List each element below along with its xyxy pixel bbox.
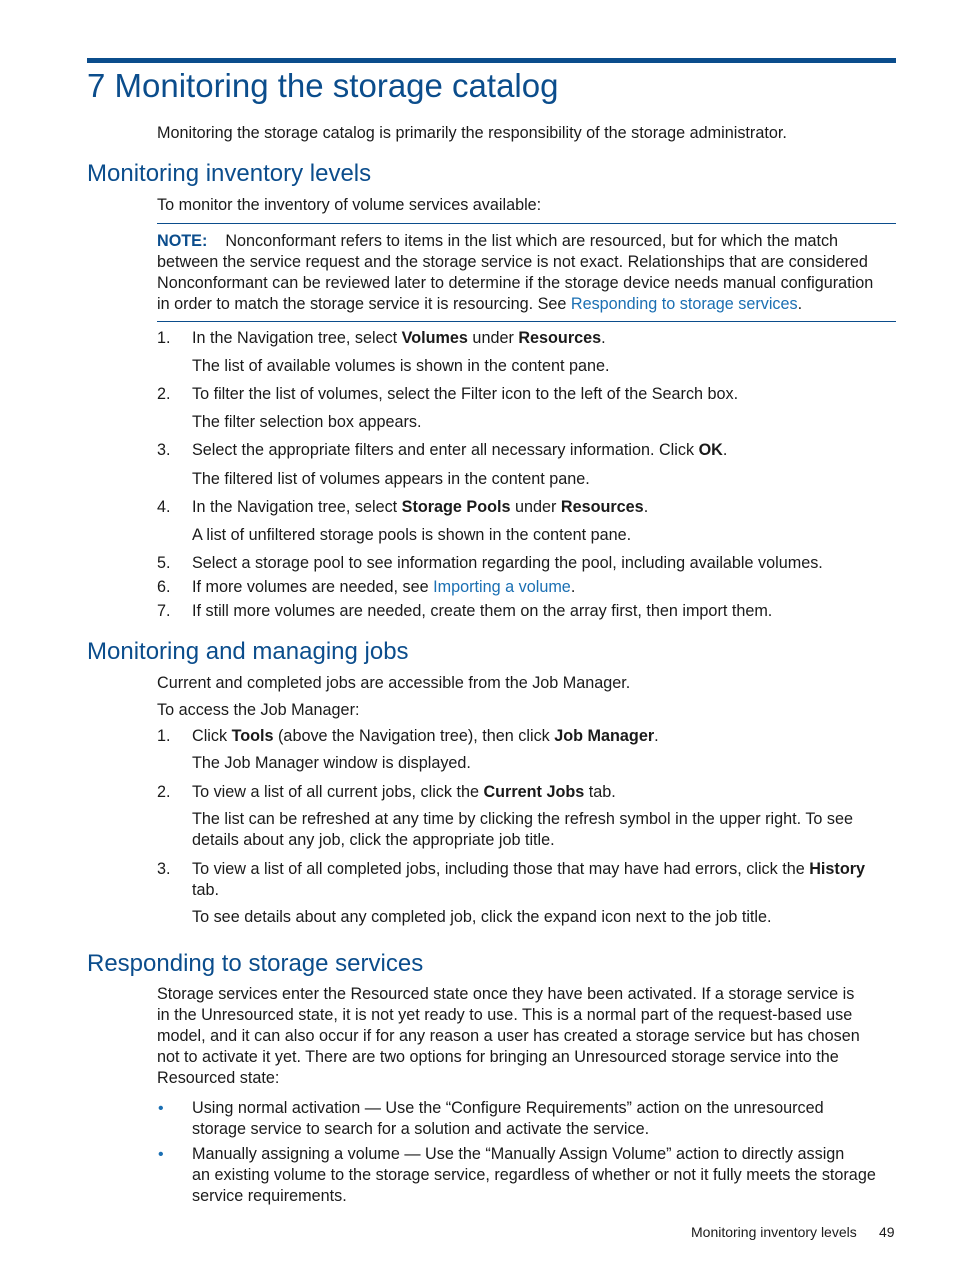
note-line: NOTE: Nonconformant refers to items in the list which are resourced, but for which the match (157, 232, 839, 250)
step-result: A list of unfiltered storage pools is shown in the content pane. (192, 526, 632, 544)
step-result: To see details about any completed job, click the expand icon next to the job title. (192, 908, 772, 926)
step-text: To view a list of all current jobs, click the Current Jobs tab. (192, 783, 616, 801)
step-result: details about any job, click the appropriate job title. (192, 831, 555, 849)
step-result: The list can be refreshed at any time by clicking the refresh symbol in the upper right. To see (192, 810, 854, 828)
bullet-text: Using normal activation — Use the “Configure Requirements” action on the unresourced (192, 1099, 824, 1117)
step-number: 1. (157, 329, 171, 347)
step-number: 7. (157, 602, 171, 620)
step-text: If still more volumes are needed, create them on the array first, then import them. (192, 602, 773, 620)
chapter-title: 7 Monitoring the storage catalog (87, 67, 559, 104)
bullet-text: storage service to search for a solution and activate the service. (192, 1120, 650, 1138)
section-title-jobs: Monitoring and managing jobs (87, 638, 409, 665)
section-title-responding: Responding to storage services (87, 950, 424, 977)
step-number: 4. (157, 498, 171, 516)
step-text: tab. (192, 881, 220, 899)
responding-paragraph: not to activate it yet. There are two options for bringing an Unresourced storage service into the (157, 1048, 839, 1066)
section-title-inventory: Monitoring inventory levels (87, 160, 372, 187)
link-responding-to-storage-services[interactable]: Responding to storage services (570, 295, 798, 313)
note-line: in order to match the storage service it is resourcing. See Responding to storage services. (157, 295, 803, 313)
bullet-marker: • (158, 1146, 164, 1163)
step-text: Select a storage pool to see information regarding the pool, including available volumes. (192, 554, 823, 572)
note-label: NOTE: (157, 232, 208, 250)
step-text: In the Navigation tree, select Storage Pools under Resources. (192, 498, 649, 516)
step-number: 5. (157, 554, 171, 572)
note-line: Nonconformant can be reviewed later to determine if the storage device needs manual configuration (157, 274, 874, 292)
responding-paragraph: Storage services enter the Resourced state once they have been activated. If a storage service is (157, 985, 855, 1003)
step-number: 3. (157, 441, 171, 459)
link-importing-a-volume[interactable]: Importing a volume (433, 578, 571, 596)
step-text: Click Tools (above the Navigation tree), then click Job Manager. (192, 727, 659, 745)
step-result: The filter selection box appears. (192, 413, 422, 431)
step-text: If more volumes are needed, see Importing a volume. (192, 578, 576, 596)
step-result: The filtered list of volumes appears in the content pane. (192, 470, 590, 488)
inventory-intro: To monitor the inventory of volume services available: (157, 196, 542, 214)
step-number: 2. (157, 783, 171, 801)
step-number: 6. (157, 578, 171, 596)
responding-paragraph: Resourced state: (157, 1069, 280, 1087)
note-line: between the service request and the storage service is not exact. Relationships that are considered (157, 253, 868, 271)
step-number: 1. (157, 727, 171, 745)
step-text: To view a list of all completed jobs, including those that may have had errors, click the History (192, 860, 866, 878)
jobs-intro: To access the Job Manager: (157, 701, 360, 719)
bullet-text: service requirements. (192, 1187, 347, 1205)
step-number: 2. (157, 385, 171, 403)
jobs-intro: Current and completed jobs are accessible from the Job Manager. (157, 674, 631, 692)
footer-section-title: Monitoring inventory levels (691, 1224, 857, 1240)
responding-paragraph: model, and it can also occur if for any reason a user has created a storage service but has chosen (157, 1027, 860, 1045)
step-text: Select the appropriate filters and enter all necessary information. Click OK. (192, 441, 728, 459)
chapter-intro: Monitoring the storage catalog is primarily the responsibility of the storage administrator. (157, 124, 787, 142)
step-number: 3. (157, 860, 171, 878)
page-number: 49 (879, 1224, 895, 1240)
responding-paragraph: in the Unresourced state, it is not yet ready to use. This is a normal part of the request-based use (157, 1006, 853, 1024)
step-result: The Job Manager window is displayed. (192, 754, 471, 772)
bullet-marker: • (158, 1100, 164, 1117)
bullet-text: Manually assigning a volume — Use the “Manually Assign Volume” action to directly assign (192, 1145, 845, 1163)
step-text: In the Navigation tree, select Volumes under Resources. (192, 329, 606, 347)
step-result: The list of available volumes is shown in the content pane. (192, 357, 610, 375)
step-text: To filter the list of volumes, select the Filter icon to the left of the Search box. (192, 385, 739, 403)
bullet-text: an existing volume to the storage service, regardless of whether or not it fully meets the storage (192, 1166, 876, 1184)
chapter-top-rule (87, 58, 896, 63)
